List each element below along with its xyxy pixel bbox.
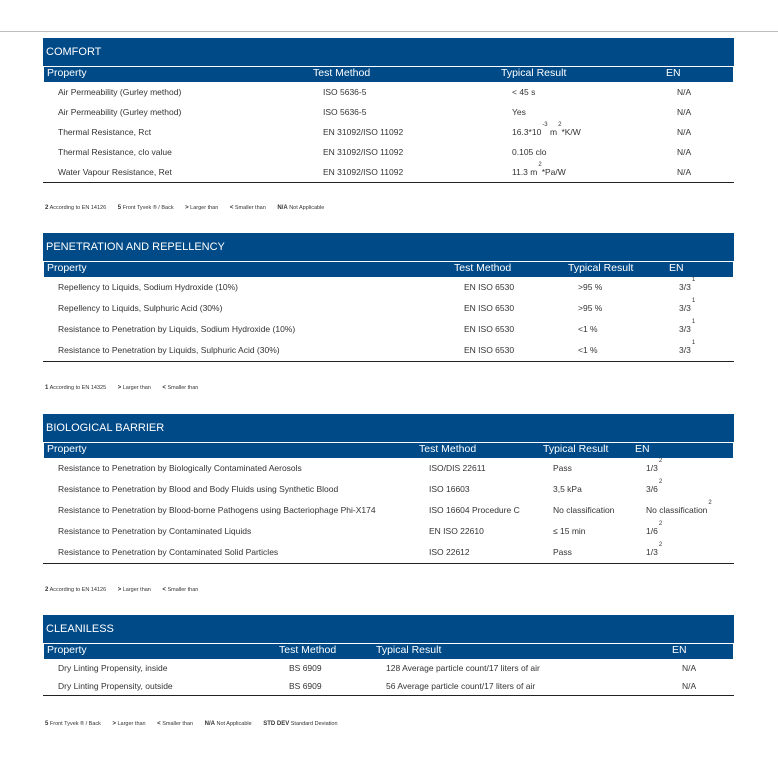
cell-result: Pass: [553, 463, 572, 473]
cell-property: Water Vapour Resistance, Ret: [58, 167, 172, 177]
cell-method: EN ISO 22610: [429, 526, 484, 536]
en-value: 3/3: [679, 282, 691, 292]
col-method: Test Method: [313, 67, 371, 79]
en-value: No classification: [646, 505, 708, 515]
cell-result: [512, 162, 566, 182]
col-property: Property: [47, 262, 87, 274]
cell-method: EN 31092/ISO 11092: [323, 167, 404, 177]
cell-result: Pass: [553, 547, 572, 557]
col-result: Typical Result: [376, 644, 442, 656]
cell-property: Resistance to Penetration by Blood and Body Fluids using Synthetic Blood: [58, 484, 339, 494]
cell-method: EN ISO 6530: [464, 282, 515, 292]
footnote-text: According to EN 14126: [49, 205, 107, 211]
table-row: [43, 521, 734, 542]
cell-method: BS 6909: [289, 663, 322, 673]
cell-property: Air Permeability (Gurley method): [58, 107, 182, 117]
cell-property: Repellency to Liquids, Sulphuric Acid (30%): [58, 303, 223, 313]
cell-en: N/A: [677, 107, 692, 117]
footnote-text: Larger than: [122, 385, 151, 391]
table-row: [43, 102, 734, 122]
cell-en: [679, 298, 695, 319]
table-header: [43, 644, 734, 659]
penetration-section: [43, 233, 734, 362]
section-title: BIOLOGICAL BARRIER: [43, 414, 734, 443]
biological-section: [43, 414, 734, 564]
cell-en: N/A: [677, 127, 692, 137]
col-result: Typical Result: [501, 67, 567, 79]
footnote-text: Standard Deviation: [290, 721, 338, 727]
cell-method: ISO 5636-5: [323, 107, 367, 117]
footnote-text: Front Tyvek ® / Back: [122, 205, 174, 211]
en-value: 3/3: [679, 345, 691, 355]
cell-en: [679, 319, 695, 340]
footnote-text: Smaller than: [167, 385, 199, 391]
en-footnote-ref: 2: [658, 542, 663, 548]
table-row: [43, 340, 734, 361]
footnote-text: Smaller than: [162, 721, 194, 727]
cell-en: [646, 542, 662, 563]
cell-method: BS 6909: [289, 681, 322, 691]
footnote-text: According to EN 14325: [49, 385, 107, 391]
cell-property: Thermal Resistance, clo value: [58, 147, 172, 157]
table-row: [43, 298, 734, 319]
cleanliness-footnotes: [45, 721, 348, 727]
en-footnote-ref: 2: [658, 521, 663, 527]
footnote-symbol: >: [185, 205, 189, 211]
table-row: [43, 659, 734, 677]
table-row: [43, 277, 734, 298]
cell-property: Repellency to Liquids, Sodium Hydroxide (10%): [58, 282, 239, 292]
cell-method: ISO 16603: [429, 484, 470, 494]
footnote-symbol: <: [229, 205, 234, 211]
cell-en: N/A: [682, 681, 697, 691]
table-row: [43, 319, 734, 340]
cell-method: EN ISO 6530: [464, 345, 515, 355]
cell-en: [679, 277, 695, 298]
cell-property: Resistance to Penetration by Blood-borne Pathogens using Bacteriophage Phi-X174: [58, 505, 376, 515]
cell-en: N/A: [677, 167, 692, 177]
table-header: [43, 67, 734, 82]
result-unit-exponent: 2: [558, 122, 562, 128]
en-value: 3/6: [646, 484, 658, 494]
table-row: [43, 82, 734, 102]
table-body: [43, 82, 734, 183]
cell-property: Resistance to Penetration by Liquids, Sodium Hydroxide (10%): [58, 324, 296, 334]
footnote-text: Not Applicable: [289, 205, 325, 211]
table-body: [43, 277, 734, 362]
en-footnote-ref: 1: [691, 340, 696, 346]
en-footnote-ref: 1: [691, 298, 696, 304]
footnote-symbol: 5: [45, 721, 49, 727]
cell-result: 3,5 kPa: [553, 484, 582, 494]
col-result: Typical Result: [543, 443, 609, 455]
footnote-symbol: <: [162, 587, 166, 593]
result-unit-tail: *K/W: [561, 127, 581, 137]
cell-en: [679, 340, 695, 361]
footnote-text: Smaller than: [234, 205, 266, 211]
result-exponent: -3: [542, 122, 548, 128]
cell-property: Dry Linting Propensity, outside: [58, 681, 173, 691]
cell-en: [646, 521, 662, 542]
cell-method: ISO 5636-5: [323, 87, 367, 97]
cell-property: Resistance to Penetration by Biologically Contaminated Aerosols: [58, 463, 302, 473]
cell-property: Thermal Resistance, Rct: [58, 127, 152, 137]
section-title: CLEANILESS: [43, 615, 734, 644]
col-method: Test Method: [419, 443, 477, 455]
footnote-symbol: >: [117, 587, 122, 593]
cell-method: EN 31092/ISO 11092: [323, 147, 404, 157]
cell-method: EN ISO 6530: [464, 303, 515, 313]
cell-property: Air Permeability (Gurley method): [58, 87, 182, 97]
table-row: [43, 122, 734, 142]
footnote-text: Front Tyvek ® / Back: [49, 721, 101, 727]
col-result: Typical Result: [568, 262, 634, 274]
table-body: [43, 659, 734, 696]
cell-result: [512, 122, 581, 142]
cell-method: ISO 22612: [429, 547, 470, 557]
footnote-text: Not Applicable: [216, 721, 252, 727]
table-row: [43, 542, 734, 563]
footnote-symbol: <: [162, 385, 166, 391]
cell-property: Resistance to Penetration by Liquids, Sulphuric Acid (30%): [58, 345, 280, 355]
footnote-text: Larger than: [190, 205, 219, 211]
table-row: [43, 677, 734, 695]
en-value: 3/3: [679, 303, 691, 313]
footnote-symbol: N/A: [277, 205, 288, 211]
section-title: PENETRATION AND REPELLENCY: [43, 233, 734, 262]
table-body: [43, 458, 734, 564]
footnote-text: According to EN 14126: [49, 587, 107, 593]
footnote-symbol: 2: [45, 587, 49, 593]
table-header: [43, 443, 734, 458]
comfort-section: [43, 38, 734, 183]
en-value: 1/3: [646, 547, 658, 557]
footnote-symbol: >: [112, 721, 116, 727]
cell-result: 0.105 clo: [512, 147, 547, 157]
comfort-footnotes: [45, 205, 334, 211]
cell-result: 128 Average particle count/17 liters of air: [386, 663, 540, 673]
col-en: EN: [666, 67, 681, 79]
en-footnote-ref: 2: [708, 500, 712, 506]
cell-result: No classification: [553, 505, 615, 515]
top-rule: [0, 31, 778, 32]
footnote-symbol: 2: [45, 205, 49, 211]
section-title: COMFORT: [43, 38, 734, 67]
en-footnote-ref: 2: [658, 458, 663, 464]
col-property: Property: [47, 443, 87, 455]
biological-footnotes: [45, 587, 208, 593]
col-property: Property: [47, 67, 87, 79]
cell-result: >95 %: [578, 282, 603, 292]
cleanliness-section: [43, 615, 734, 696]
footnote-symbol: 1: [45, 385, 49, 391]
cell-property: Resistance to Penetration by Contaminated Liquids: [58, 526, 252, 536]
footnote-symbol: N/A: [204, 721, 215, 727]
footnote-symbol: STD DEV: [263, 721, 290, 727]
footnote-symbol: >: [117, 385, 122, 391]
table-row: [43, 142, 734, 162]
cell-en: [646, 458, 662, 479]
cell-property: Dry Linting Propensity, inside: [58, 663, 168, 673]
en-footnote-ref: 1: [691, 319, 696, 325]
cell-result: 56 Average particle count/17 liters of air: [386, 681, 536, 691]
en-value: 3/3: [679, 324, 691, 334]
footnote-text: Smaller than: [167, 587, 199, 593]
cell-method: EN ISO 6530: [464, 324, 515, 334]
table-row: [43, 458, 734, 479]
cell-en: N/A: [677, 87, 692, 97]
col-en: EN: [669, 262, 684, 274]
col-method: Test Method: [279, 644, 337, 656]
cell-en: N/A: [682, 663, 697, 673]
cell-en: [646, 479, 662, 500]
col-en: EN: [672, 644, 687, 656]
en-value: 1/6: [646, 526, 658, 536]
cell-method: EN 31092/ISO 11092: [323, 127, 404, 137]
result-unit: m: [547, 127, 558, 137]
en-footnote-ref: 1: [691, 277, 696, 283]
cell-en: [646, 500, 712, 521]
footnote-text: Larger than: [122, 587, 151, 593]
cell-method: ISO 16604 Procedure C: [429, 505, 520, 515]
result-exponent: 2: [538, 162, 542, 168]
cell-result: <1 %: [578, 324, 598, 334]
cell-result: <1 %: [578, 345, 598, 355]
result-base: 16.3*10: [512, 127, 542, 137]
result-unit: *Pa/W: [541, 167, 566, 177]
footnote-text: Larger than: [117, 721, 146, 727]
penetration-footnotes: [45, 385, 208, 391]
cell-result: < 45 s: [512, 87, 536, 97]
col-method: Test Method: [454, 262, 512, 274]
table-header: [43, 262, 734, 277]
col-property: Property: [47, 644, 87, 656]
footnote-symbol: 5: [117, 205, 122, 211]
cell-result: ≤ 15 min: [553, 526, 586, 536]
table-row: [43, 500, 734, 521]
col-en: EN: [635, 443, 650, 455]
cell-en: N/A: [677, 147, 692, 157]
table-row: [43, 479, 734, 500]
footnote-symbol: <: [157, 721, 161, 727]
cell-result: Yes: [512, 107, 526, 117]
cell-result: >95 %: [578, 303, 603, 313]
en-value: 1/3: [646, 463, 658, 473]
table-row: [43, 162, 734, 182]
en-footnote-ref: 2: [658, 479, 663, 485]
cell-property: Resistance to Penetration by Contaminated Solid Particles: [58, 547, 279, 557]
result-base: 11.3 m: [512, 167, 538, 177]
cell-method: ISO/DIS 22611: [429, 463, 486, 473]
